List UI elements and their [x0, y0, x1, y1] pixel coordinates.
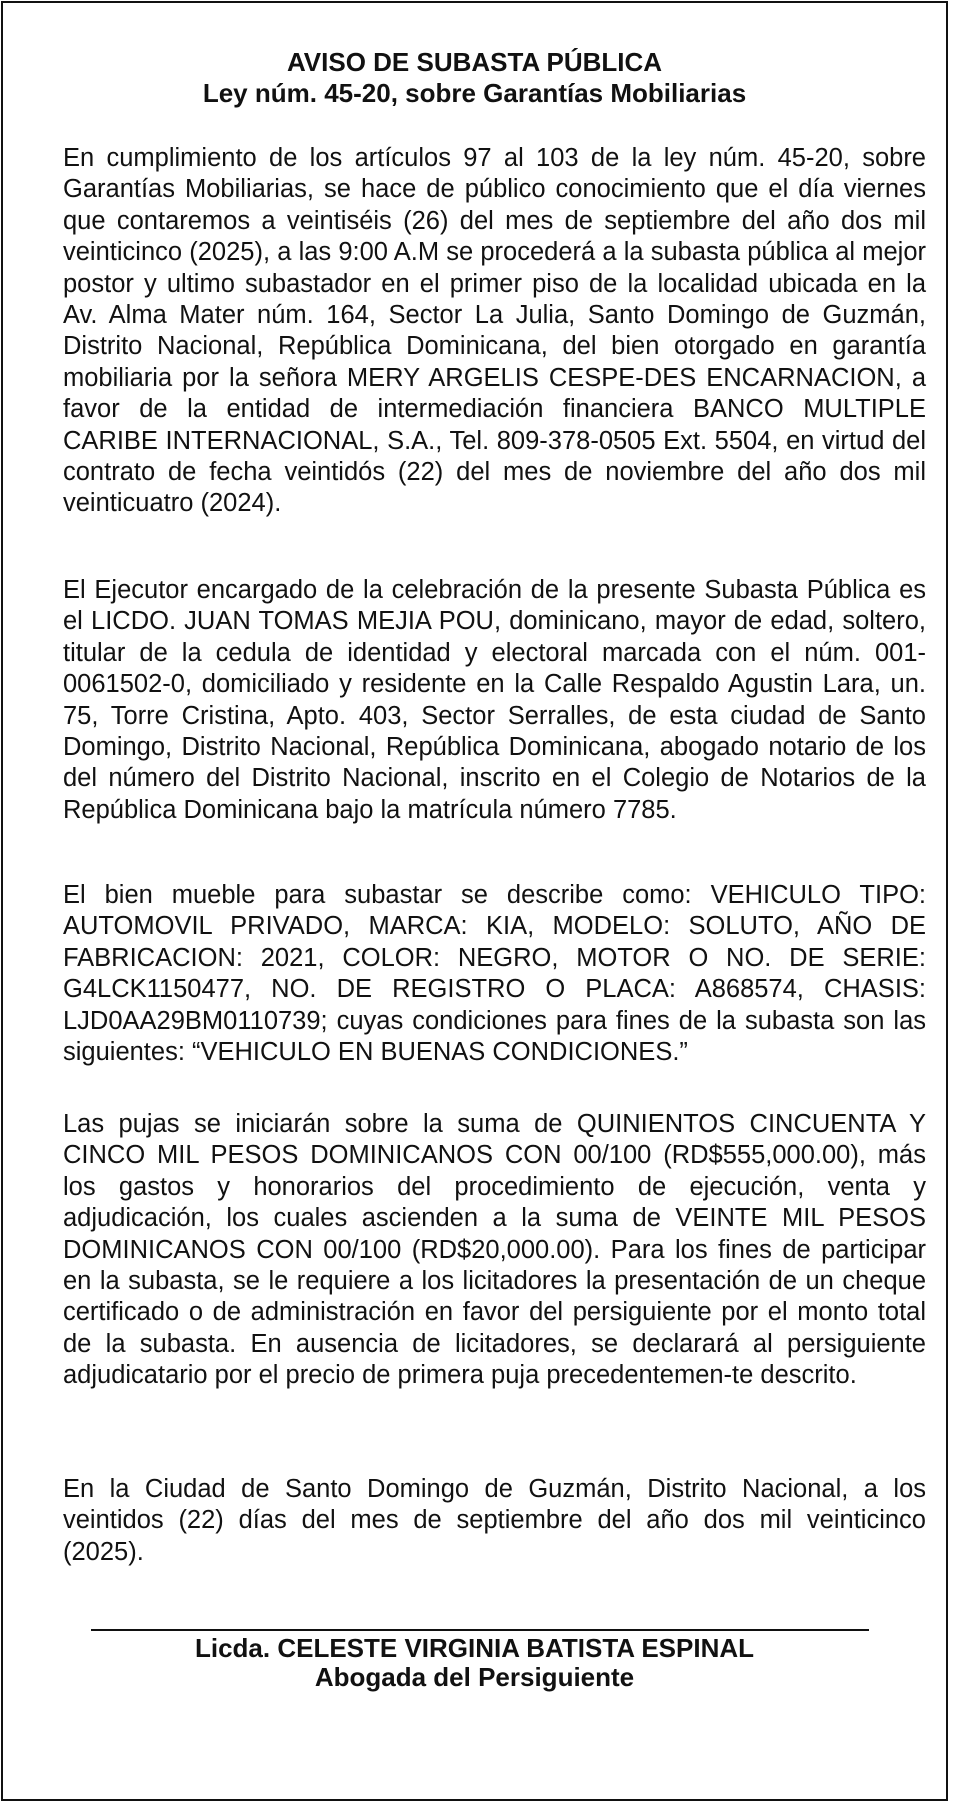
paragraph-place-and-date: En la Ciudad de Santo Domingo de Guzmán, Distrito Nacional, a los veintidos (22) días del mes de septiembre del año dos mil veinticinco (2025). — [63, 1475, 926, 1566]
notice-subtitle: Ley núm. 45-20, sobre Garantías Mobiliarias — [202, 78, 747, 108]
notice-title: AVISO DE SUBASTA PÚBLICA — [286, 47, 663, 77]
paragraph-auction-date-and-place: En cumplimiento de los artículos 97 al 103 de la ley núm. 45-20, sobre Garantías Mobiliarias, se hace de público conocimiento que el día viernes que contaremos a veintiséis (26) del mes de septiembre del año dos mil veinticinco (2025), a las 9:00 A.M se procederá a la subasta pública al mejor postor y ultimo subastador en el primer piso de la localidad ubicada en la Av. Alma Mater núm. 164, Sector La Julia, Santo Domingo de Guzmán, Distrito Nacional, República Dominicana, del bien otorgado en garantía mobiliaria por la señora MERY ARGELIS CESPE-DES ENCARNACION, a favor de la entidad de intermediación financiera BANCO MULTIPLE CARIBE INTERNACIONAL, S.A., Tel. 809-378-0505 Ext. 5504, en virtud del contrato de fecha veintidós (22) del mes de noviembre del año dos mil veinticuatro (2024). — [63, 144, 926, 518]
paragraph-executor: El Ejecutor encargado de la celebración de la presente Subasta Pública es el LICDO. JUAN TOMAS MEJIA POU, dominicano, mayor de edad, soltero, titular de la cedula de identidad y electoral marcada con el núm. 001-0061502-0, domiciliado y residente en la Calle Respaldo Agustin Lara, un. 75, Torre Cristina, Apto. 403, Sector Serralles, de esta ciudad de Santo Domingo, Distrito Nacional, República Dominicana, abogado notario de los del número del Distrito Nacional, inscrito en el Colegio de Notarios de la República Dominicana bajo la matrícula número 7785. — [63, 576, 926, 824]
signatory-role: Abogada del Persiguiente — [314, 1662, 635, 1692]
signature-line — [91, 1629, 869, 1631]
signatory-name: Licda. CELESTE VIRGINIA BATISTA ESPINAL — [194, 1633, 755, 1663]
public-auction-notice — [1, 1, 948, 1801]
paragraph-vehicle-description: El bien mueble para subastar se describe como: VEHICULO TIPO: AUTOMOVIL PRIVADO, MARCA: KIA, MODELO: SOLUTO, AÑO DE FABRICACION: 2021, COLOR: NEGRO, MOTOR O NO. DE SERIE: G4LCK1150477, NO. DE REGISTRO O PLACA: A868574, CHASIS: LJD0AA29BM0110739; cuyas condiciones para fines de la subasta son las siguientes: “VEHICULO EN BUENAS CONDICIONES.” — [63, 881, 926, 1067]
paragraph-bidding-terms: Las pujas se iniciarán sobre la suma de QUINIENTOS CINCUENTA Y CINCO MIL PESOS DOMINICANOS CON 00/100 (RD$555,000.00), más los gastos y honorarios del procedimiento de ejecución, venta y adjudicación, los cuales ascienden a la suma de VEINTE MIL PESOS DOMINICANOS CON 00/100 (RD$20,000.00). Para los fines de participar en la subasta, se le requiere a los licitadores la presentación de un cheque certificado o de administración en favor del persiguiente por el monto total de la subasta. En ausencia de licitadores, se declarará al persiguiente adjudicatario por el precio de primera puja precedentemen-te descrito. — [63, 1110, 926, 1390]
